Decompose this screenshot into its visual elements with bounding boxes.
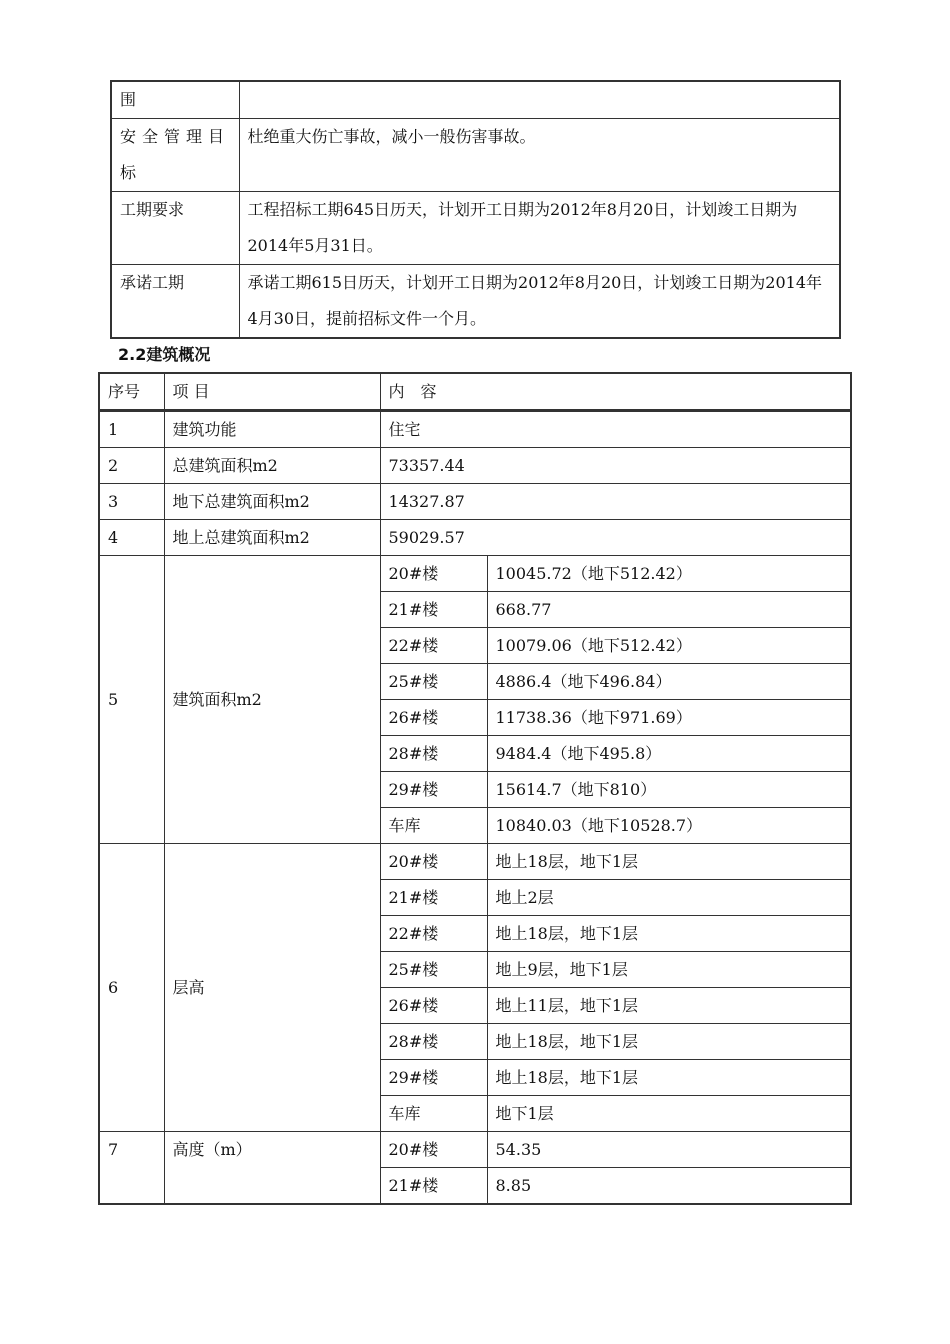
building-value: 10045.72（地下512.42） [487,556,851,592]
building-value: 地上11层，地下1层 [487,988,851,1024]
table-row [99,520,851,556]
building-overview-table [98,372,852,1205]
building-name: 26#楼 [380,988,487,1024]
table-header-row [99,373,851,411]
group-item: 建筑面积m2 [164,556,380,844]
row-item: 地下总建筑面积m2 [164,484,380,520]
group-item: 高度（m） [164,1132,380,1205]
building-value: 地上18层，地下1层 [487,844,851,880]
table-row [99,556,851,592]
row-value: 杜绝重大伤亡事故，减小一般伤害事故。 [239,119,840,192]
building-value: 地上18层，地下1层 [487,916,851,952]
building-name: 26#楼 [380,700,487,736]
building-name: 28#楼 [380,736,487,772]
building-name: 21#楼 [380,592,487,628]
table-row [111,192,840,265]
group-item: 层高 [164,844,380,1132]
building-name: 21#楼 [380,880,487,916]
building-name: 22#楼 [380,628,487,664]
building-name: 21#楼 [380,1168,487,1205]
building-value: 9484.4（地下495.8） [487,736,851,772]
header-content: 内 容 [380,373,851,411]
building-value: 8.85 [487,1168,851,1205]
building-value: 地上18层，地下1层 [487,1060,851,1096]
row-seq: 4 [99,520,164,556]
building-value: 668.77 [487,592,851,628]
row-item: 建筑功能 [164,411,380,448]
building-value: 地上18层，地下1层 [487,1024,851,1060]
table-body [99,373,851,1204]
building-name: 29#楼 [380,1060,487,1096]
table-row [99,1132,851,1168]
row-item: 地上总建筑面积m2 [164,520,380,556]
row-seq: 3 [99,484,164,520]
building-name: 22#楼 [380,916,487,952]
building-name: 车库 [380,1096,487,1132]
row-value [239,81,840,119]
row-content: 住宅 [380,411,851,448]
table-row [111,81,840,119]
table-row [111,119,840,192]
building-name: 车库 [380,808,487,844]
building-value: 4886.4（地下496.84） [487,664,851,700]
building-name: 29#楼 [380,772,487,808]
building-value: 15614.7（地下810） [487,772,851,808]
building-name: 20#楼 [380,1132,487,1168]
building-value: 11738.36（地下971.69） [487,700,851,736]
row-label: 承诺工期 [111,265,239,339]
row-value: 工程招标工期645日历天，计划开工日期为2012年8月20日，计划竣工日期为2014年5月31日。 [239,192,840,265]
building-name: 25#楼 [380,664,487,700]
section-heading: 2.2建筑概况 [118,345,211,364]
row-seq: 2 [99,448,164,484]
row-content: 59029.57 [380,520,851,556]
row-seq: 1 [99,411,164,448]
building-name: 20#楼 [380,844,487,880]
group-seq: 6 [99,844,164,1132]
row-label: 安全管理目标 [111,119,239,192]
table-row [99,448,851,484]
row-label: 工期要求 [111,192,239,265]
row-value: 承诺工期615日历天，计划开工日期为2012年8月20日，计划竣工日期为2014年4月30日，提前招标文件一个月。 [239,265,840,339]
building-value: 10079.06（地下512.42） [487,628,851,664]
group-seq: 7 [99,1132,164,1205]
row-label: 围 [111,81,239,119]
row-content: 73357.44 [380,448,851,484]
building-name: 20#楼 [380,556,487,592]
building-value: 54.35 [487,1132,851,1168]
row-item: 总建筑面积m2 [164,448,380,484]
building-name: 25#楼 [380,952,487,988]
project-goals-table [110,80,841,339]
header-item: 项 目 [164,373,380,411]
table-row [99,844,851,880]
header-seq: 序号 [99,373,164,411]
table-row [111,265,840,339]
group-seq: 5 [99,556,164,844]
building-name: 28#楼 [380,1024,487,1060]
building-value: 地上2层 [487,880,851,916]
building-value: 10840.03（地下10528.7） [487,808,851,844]
row-content: 14327.87 [380,484,851,520]
table-row [99,411,851,448]
table-row [99,484,851,520]
building-value: 地上9层，地下1层 [487,952,851,988]
building-value: 地下1层 [487,1096,851,1132]
